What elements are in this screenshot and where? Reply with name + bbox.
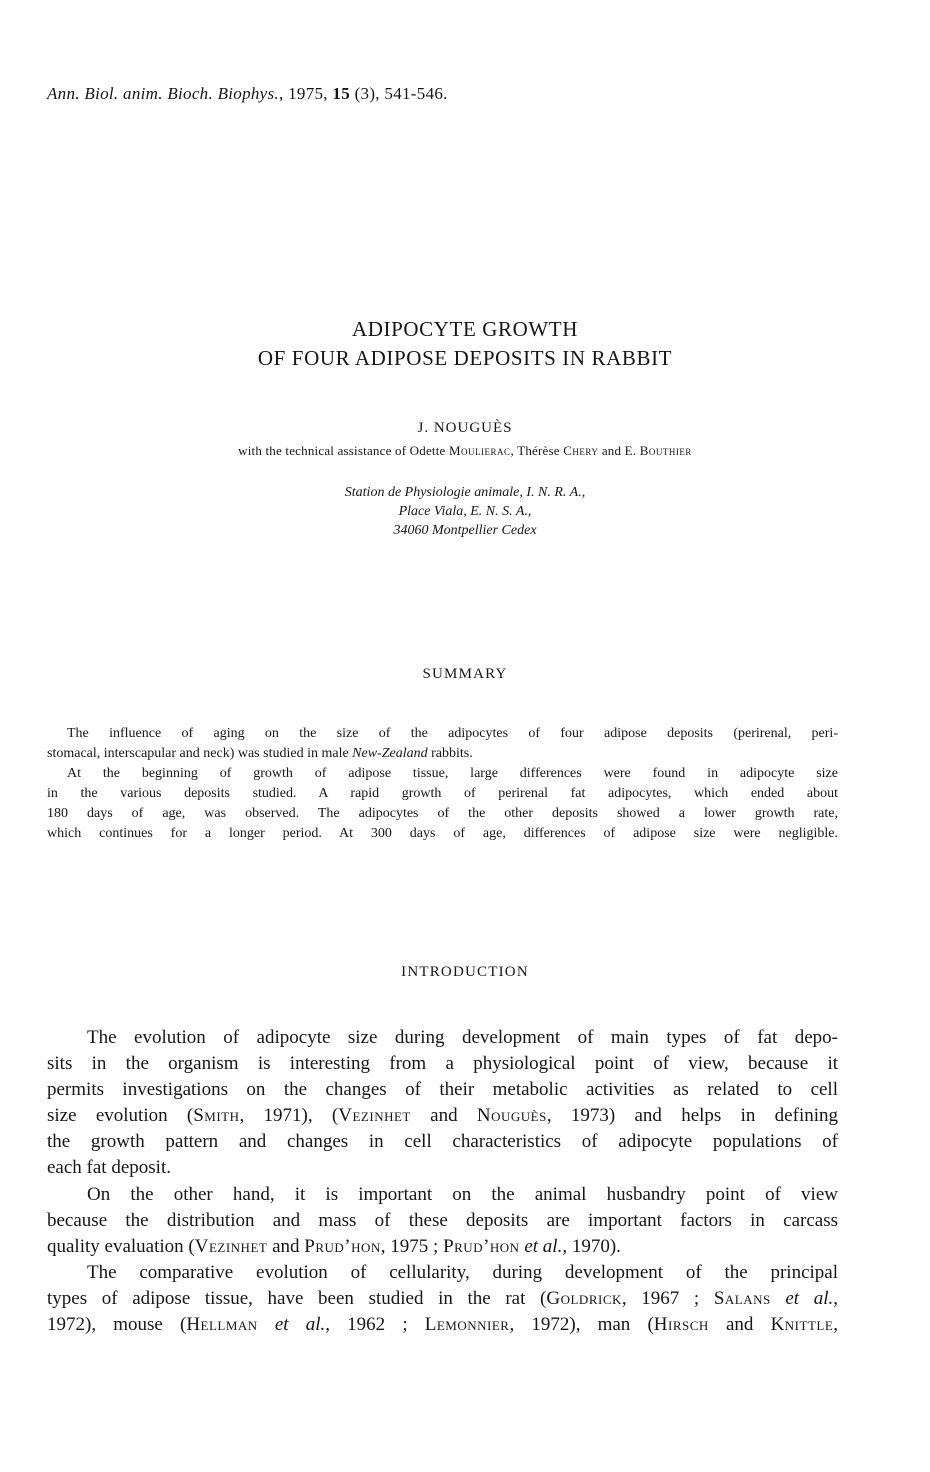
citation-author: Vezinhet — [194, 1236, 268, 1257]
assistance-prefix: with the technical assistance of Odette — [238, 443, 449, 458]
citation-author: Nouguès — [476, 1105, 547, 1126]
intro-line: sits in the organism is interesting from a physiological point of view, because it — [47, 1053, 838, 1074]
intro-text: , 1971), ( — [239, 1105, 339, 1126]
intro-line: The comparative evolution of cellularity, during development of the principal — [87, 1262, 838, 1283]
affiliation-line-3: 34060 Montpellier Cedex — [393, 523, 537, 538]
summary-text: stomacal, interscapular and neck) was studied in male — [47, 746, 353, 761]
intro-text: and — [410, 1105, 477, 1126]
intro-text: and — [708, 1314, 771, 1335]
intro-line — [47, 1103, 838, 1129]
citation-author: Hirsch — [653, 1314, 709, 1335]
intro-line: On the other hand, it is important on the animal husbandry point of view — [87, 1184, 838, 1205]
citation-author: Goldrick — [546, 1288, 622, 1309]
summary-line: At the beginning of growth of adipose tissue, large differences were found in adipocyte size — [67, 766, 838, 781]
summary-line: in the various deposits studied. A rapid growth of perirenal fat adipocytes, which ended about — [47, 786, 838, 801]
citation-et-al: et al. — [524, 1236, 563, 1257]
author-name: J. NOUGUÈS — [417, 420, 513, 436]
citation-author: Vezinhet — [338, 1105, 411, 1126]
intro-line: permits investigations on the changes of their metabolic activities as related to cell — [47, 1079, 838, 1100]
citation-et-al: et al. — [785, 1288, 834, 1309]
summary-line: The influence of aging on the size of the adipocytes of four adipose deposits (perirenal, peri- — [67, 726, 838, 741]
summary-line: which continues for a longer period. At 300 days of age, differences of adipose size were negligible. — [47, 826, 838, 841]
assistant-name-1: Moulierac — [448, 443, 511, 458]
summary-text: rabbits. — [427, 746, 473, 761]
intro-line — [47, 1286, 838, 1312]
journal-issue-pages: (3), 541-546. — [350, 84, 448, 103]
assistance-sep-1: , Thérèse — [510, 443, 564, 458]
intro-text: , 1970). — [562, 1236, 621, 1257]
citation-author: Salans — [713, 1288, 771, 1309]
journal-year: , 1975, — [279, 84, 328, 103]
intro-text: , 1972), man ( — [509, 1314, 654, 1335]
intro-text: quality evaluation ( — [47, 1236, 195, 1257]
intro-line: each fat deposit. — [47, 1157, 171, 1178]
citation-author: Prud’hon — [443, 1236, 520, 1257]
intro-text: , 1967 ; — [621, 1288, 714, 1309]
journal-volume: 15 — [332, 84, 351, 103]
summary-heading: SUMMARY — [422, 666, 508, 682]
technical-assistance — [0, 443, 930, 459]
intro-line: because the distribution and mass of these deposits are important factors in carcass — [47, 1210, 838, 1231]
affiliation-line-2: Place Viala, E. N. S. A., — [398, 504, 532, 519]
intro-text: , 1973) and helps in defining — [546, 1105, 838, 1126]
article-title-line-2: OF FOUR ADIPOSE DEPOSITS IN RABBIT — [257, 346, 673, 370]
introduction-heading: INTRODUCTION — [401, 964, 529, 980]
assistant-name-3: Bouthier — [639, 443, 692, 458]
citation-et-al: et al. — [274, 1314, 326, 1335]
intro-text: , — [833, 1314, 839, 1335]
summary-italic-term: New-Zealand — [352, 746, 428, 761]
journal-name: Ann. Biol. anim. Bioch. Biophys. — [47, 84, 279, 103]
citation-author: Lemonnier — [424, 1314, 510, 1335]
citation-author: Knittle — [770, 1314, 834, 1335]
journal-citation — [47, 84, 448, 104]
intro-line: the growth pattern and changes in cell characteristics of adipocyte populations of — [47, 1131, 838, 1152]
intro-text: types of adipose tissue, have been studied in the rat ( — [47, 1288, 547, 1309]
citation-author: Prud’hon — [304, 1236, 381, 1257]
assistant-name-2: Chery — [563, 443, 599, 458]
intro-line: The evolution of adipocyte size during development of main types of fat depo- — [87, 1027, 838, 1048]
summary-line: 180 days of age, was observed. The adipocytes of the other deposits showed a lower growth rate, — [47, 806, 838, 821]
intro-text: size evolution ( — [47, 1105, 194, 1126]
intro-text: , 1962 ; — [325, 1314, 425, 1335]
assistance-sep-2: and E. — [598, 443, 640, 458]
intro-text: 1972), mouse ( — [47, 1314, 187, 1335]
citation-author: Hellman — [186, 1314, 258, 1335]
affiliation-line-1: Station de Physiologie animale, I. N. R. A., — [344, 485, 586, 500]
citation-author: Smith — [193, 1105, 240, 1126]
summary-line — [47, 744, 838, 764]
intro-line — [47, 1312, 838, 1338]
intro-text: and — [267, 1236, 305, 1257]
intro-line — [47, 1234, 838, 1260]
article-title-line-1: ADIPOCYTE GROWTH — [352, 317, 578, 341]
intro-text: , 1975 ; — [380, 1236, 444, 1257]
intro-text: , — [833, 1288, 839, 1309]
